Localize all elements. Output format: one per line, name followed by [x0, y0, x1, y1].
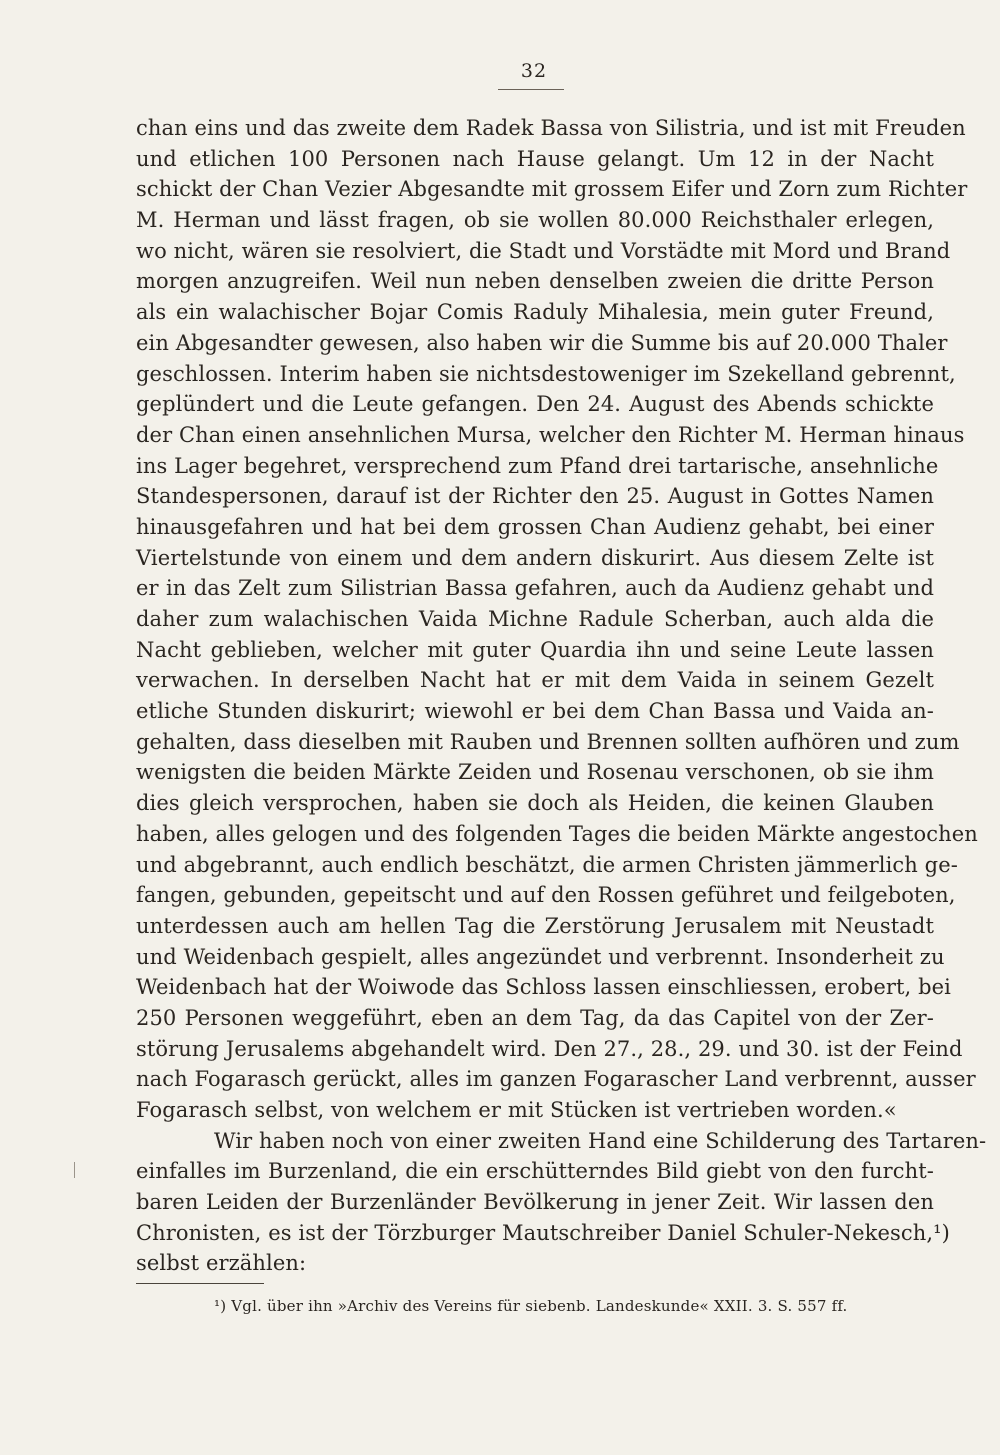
body-text [136, 113, 987, 1279]
text-line: wenigsten die beiden Märkte Zeiden und Rosenau verschonen, ob sie ihm [136, 760, 934, 785]
text-line: gehalten, dass dieselben mit Rauben und Brennen sollten aufhören und zum [136, 729, 960, 754]
page-number: 32 [520, 60, 548, 82]
text-line: baren Leiden der Burzenländer Bevölkerung in jener Zeit. Wir lassen den [136, 1190, 934, 1215]
paper-speck [74, 1162, 75, 1178]
text-line: Nacht geblieben, welcher mit guter Quardia ihn und seine Leute lassen [136, 637, 934, 662]
text-line: geplündert und die Leute gefangen. Den 24. August des Abends schickte [136, 392, 934, 417]
text-line: schickt der Chan Vezier Abgesandte mit grossem Eifer und Zorn zum Richter [136, 177, 968, 202]
text-line: Viertelstunde von einem und dem andern diskurirt. Aus diesem Zelte ist [136, 545, 934, 570]
text-line: ein Abgesandter gewesen, also haben wir die Summe bis auf 20.000 Thaler [136, 330, 948, 355]
text-line: Wir haben noch von einer zweiten Hand eine Schilderung des Tartaren- [214, 1128, 987, 1153]
text-line: und etlichen 100 Personen nach Hause gelangt. Um 12 in der Nacht [136, 146, 934, 171]
footnote: ¹) Vgl. über ihn »Archiv des Vereins für siebenb. Landeskunde« XXII. 3. S. 557 ff. [214, 1297, 848, 1315]
text-line: morgen anzugreifen. Weil nun neben denselben zweien die dritte Person [136, 269, 934, 294]
text-line: er in das Zelt zum Silistrian Bassa gefahren, auch da Audienz gehabt und [136, 576, 934, 601]
text-line: Weidenbach hat der Woiwode das Schloss lassen einschliessen, erobert, bei [136, 975, 951, 1000]
footnote-divider [136, 1283, 264, 1284]
text-line: störung Jerusalems abgehandelt wird. Den 27., 28., 29. und 30. ist der Feind [136, 1036, 963, 1061]
text-line: fangen, gebunden, gepeitscht und auf den Rossen geführet und feilgeboten, [136, 883, 956, 908]
text-line: M. Herman und lässt fragen, ob sie wollen 80.000 Reichsthaler erlegen, [136, 208, 934, 233]
text-line: geschlossen. Interim haben sie nichtsdestoweniger im Szekelland gebrennt, [136, 361, 956, 386]
text-line: der Chan einen ansehnlichen Mursa, welcher den Richter M. Herman hinaus [136, 422, 965, 447]
text-line: ins Lager begehret, versprechend zum Pfand drei tartarische, ansehnliche [136, 453, 939, 478]
text-line: dies gleich versprochen, haben sie doch als Heiden, die keinen Glauben [136, 791, 934, 816]
text-line: nach Fogarasch gerückt, alles im ganzen Fogarascher Land verbrennt, ausser [136, 1067, 976, 1092]
text-line: chan eins und das zweite dem Radek Bassa von Silistria, und ist mit Freuden [136, 116, 966, 140]
text-line: und Weidenbach gespielt, alles angezündet und verbrennt. Insonderheit zu [136, 944, 945, 969]
text-line: Standespersonen, darauf ist der Richter den 25. August in Gottes Namen [136, 484, 934, 509]
text-line: als ein walachischer Bojar Comis Raduly Mihalesia, mein guter Freund, [136, 300, 934, 325]
page-number-underline [498, 89, 564, 90]
text-line: hinausgefahren und hat bei dem grossen Chan Audienz gehabt, bei einer [136, 514, 934, 539]
text-line: etliche Stunden diskurirt; wiewohl er bei dem Chan Bassa und Vaida an- [136, 699, 934, 724]
text-line: unterdessen auch am hellen Tag die Zerstörung Jerusalem mit Neustadt [136, 913, 934, 938]
text-line: daher zum walachischen Vaida Michne Radule Scherban, auch alda die [136, 607, 934, 631]
text-line: verwachen. In derselben Nacht hat er mit dem Vaida in seinem Gezelt [136, 668, 934, 693]
text-line: und abgebrannt, auch endlich beschätzt, die armen Christen jämmerlich ge- [136, 852, 958, 877]
text-line: einfalles im Burzenland, die ein erschütterndes Bild giebt von den furcht- [136, 1159, 934, 1184]
text-line: Chronisten, es ist der Törzburger Mautschreiber Daniel Schuler-Nekesch,¹) [136, 1220, 950, 1245]
text-line: haben, alles gelogen und des folgenden Tages die beiden Märkte angestochen [136, 821, 978, 846]
text-line: selbst erzählen: [136, 1251, 307, 1276]
text-line: 250 Personen weggeführt, eben an dem Tag, da das Capitel von der Zer- [136, 1005, 934, 1030]
text-line: wo nicht, wären sie resolviert, die Stadt und Vorstädte mit Mord und Brand [136, 238, 951, 263]
text-line: Fogarasch selbst, von welchem er mit Stücken ist vertrieben worden.« [136, 1098, 897, 1122]
